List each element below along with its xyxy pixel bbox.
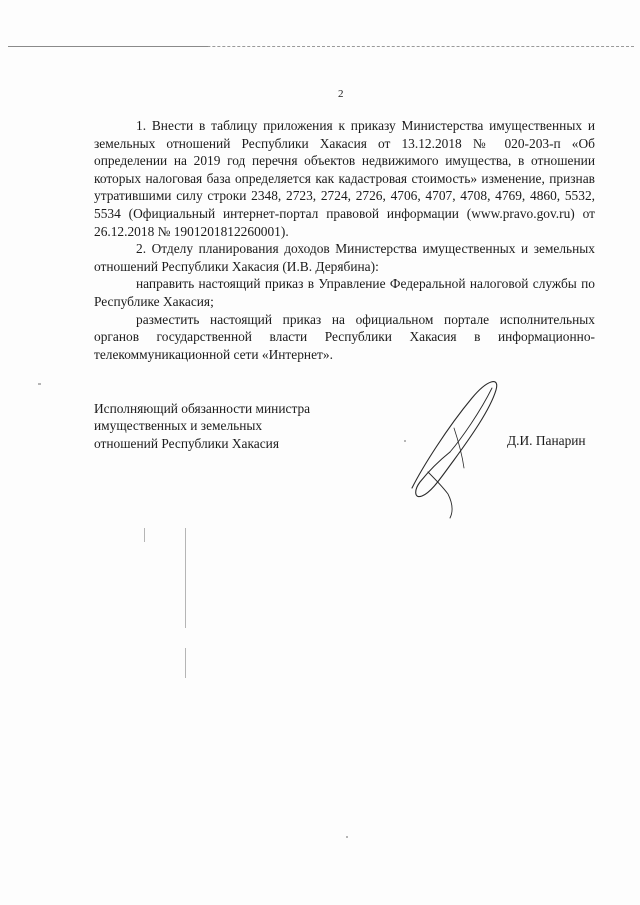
signatory-name: Д.И. Панарин (507, 433, 586, 448)
signatory-position (94, 400, 354, 452)
scan-artifact (185, 648, 186, 678)
scan-artifact (38, 383, 41, 385)
signatory-position-line-2: имущественных и земельных (94, 418, 263, 434)
signatory-position-line-3: отношений Республики Хакасия (94, 435, 279, 451)
order-body (94, 117, 595, 363)
scan-artifact (144, 528, 145, 542)
handwritten-signature-icon (392, 368, 522, 528)
paragraph-2: 2. Отделу планирования доходов Министерства имущественных и земельных отношений Республики Хакасия (И.В. Дерябина): (94, 241, 595, 274)
paragraph-4: разместить настоящий приказ на официальном портале исполнительных органов государственной власти Республики Хакасия в информационно-телекоммуникационной сети «Интернет». (94, 311, 595, 362)
scan-top-rule-solid (8, 46, 208, 47)
paragraph-1: 1. Внести в таблицу приложения к приказу Министерства имущественных и земельных отношений Республики Хакасия от 13.12.2018 № 020-203-п «Об определении на 2019 год перечня объектов недвижимого имущества, в отношении которых налоговая база определяется как кадастровая стоимость» изменение, признав утратившими силу строки 2348, 2723, 2724, 2726, 4706, 4707, 4708, 4769, 4860, 5532, 5534 (Официальный интернет-портал правовой информации (www.pravo.gov.ru) от 26.12.2018 № 1901201812260001). (94, 118, 595, 239)
scan-artifact (185, 528, 186, 628)
page-number: 2 (338, 88, 344, 100)
scan-artifact (404, 440, 406, 442)
paragraph-3: направить настоящий приказ в Управление Федеральной налоговой службы по Республике Хакасия; (94, 276, 595, 309)
scan-artifact (346, 836, 348, 838)
signatory-position-line-1: Исполняющий обязанности министра (94, 401, 311, 416)
